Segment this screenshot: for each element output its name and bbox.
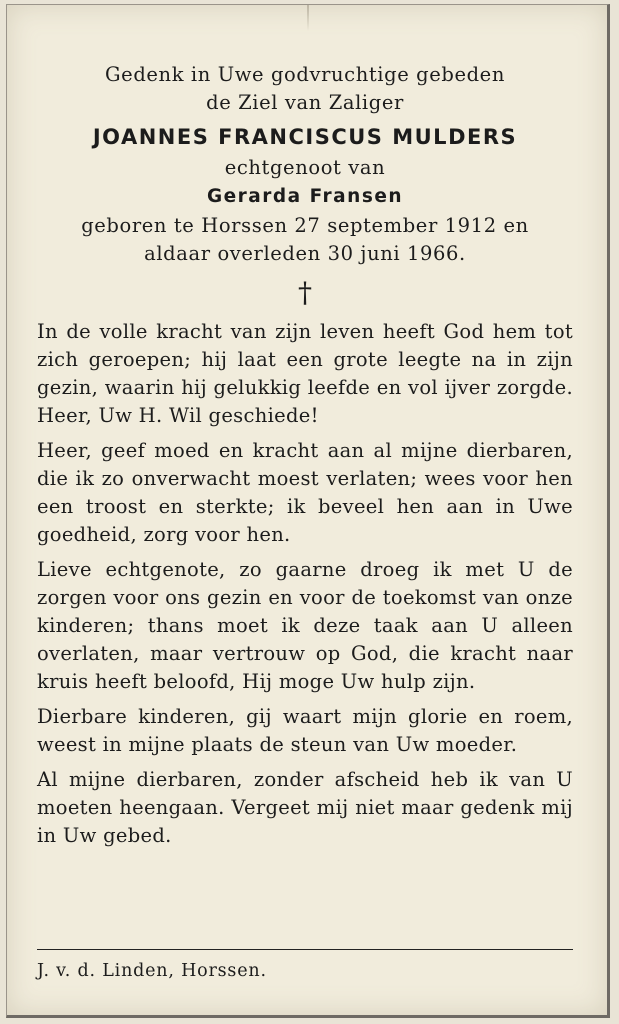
death-line: aldaar overleden 30 juni 1966. (144, 242, 466, 265)
spouse-name: Gerarda Fransen (206, 186, 404, 207)
relation-line: echtgenoot van (224, 156, 386, 179)
paragraph-5: Al mijne dierbaren, zonder afscheid heb ik van U moeten heengaan. Vergeet mij niet maar gedenk mij in Uw gebed. (37, 768, 573, 847)
paragraph-1: In de volle kracht van zijn leven heeft God hem tot zich geroepen; hij laat een grote leegte na in zijn gezin, waarin hij gelukkig leefde en vol ijver zorgde. Heer, Uw H. Wil geschiede! (37, 320, 573, 427)
paper-crease (307, 5, 309, 31)
intro-line-2: de Ziel van Zaliger (206, 91, 404, 114)
prayer-text (37, 318, 573, 850)
card-content (37, 61, 573, 857)
printer-credit: J. v. d. Linden, Horssen. (37, 961, 267, 981)
paragraph-4: Dierbare kinderen, gij waart mijn glorie en roem, weest in mijne plaats de steun van Uw moeder. (37, 705, 573, 756)
deceased-name: JOANNES FRANCISCUS MULDERS (92, 125, 518, 149)
footer-divider (37, 949, 573, 950)
cross-icon: † (298, 276, 312, 309)
intro-line-1: Gedenk in Uwe godvruchtige gebeden (105, 63, 505, 86)
birth-line: geboren te Horssen 27 september 1912 en (81, 214, 529, 237)
card-header (37, 61, 573, 312)
paragraph-3: Lieve echtgenote, zo gaarne droeg ik met U de zorgen voor ons gezin en voor de toekomst van onze kinderen; thans moet ik deze taak aan U alleen overlaten, maar vertrouw op God, die kracht naar kruis heeft beloofd, Hij moge Uw hulp zijn. (37, 558, 573, 693)
memorial-card (6, 4, 610, 1018)
paragraph-2: Heer, geef moed en kracht aan al mijne dierbaren, die ik zo onverwacht moest verlaten; wees voor hen een troost en sterkte; ik beveel hen aan in Uwe goedheid, zorg voor hen. (37, 439, 573, 546)
